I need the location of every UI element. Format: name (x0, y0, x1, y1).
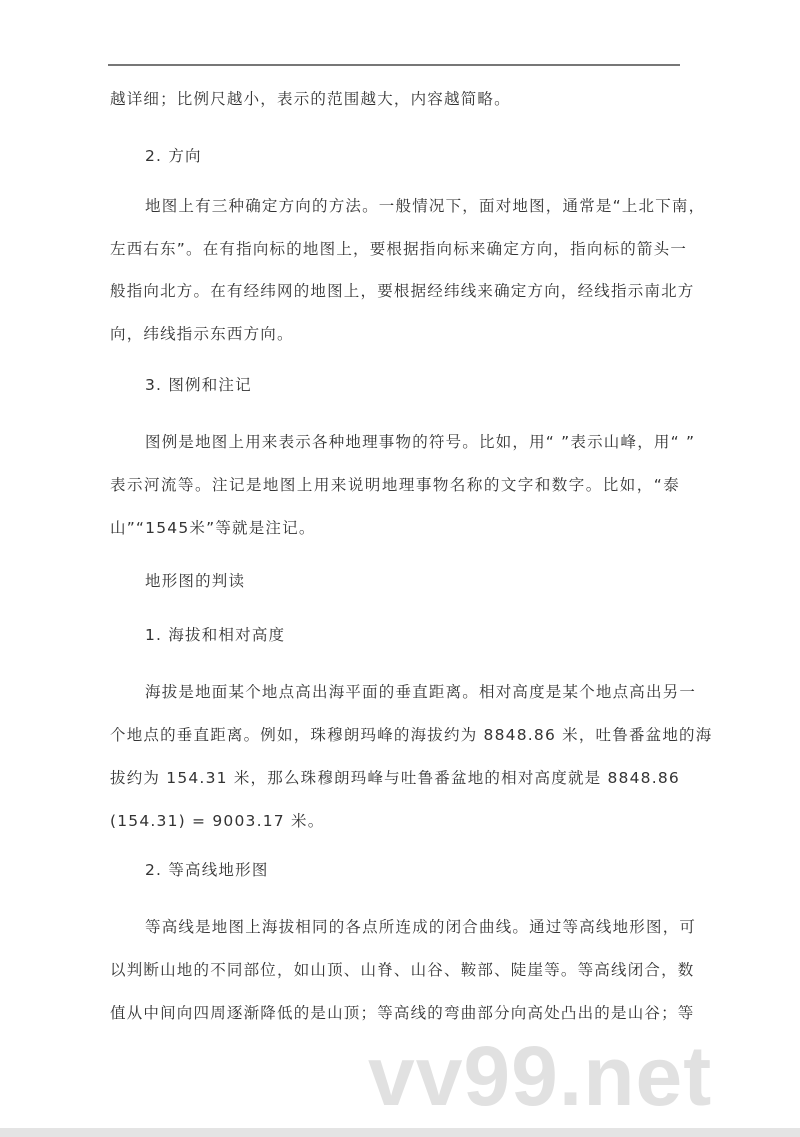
paragraph-line: 值从中间向四周逐渐降低的是山顶；等高线的弯曲部分向高处凸出的是山谷；等 (110, 1004, 695, 1022)
paragraph-line: (154.31) = 9003.17 米。 (110, 812, 325, 830)
paragraph-line: 左西右东”。在有指向标的地图上，要根据指向标来确定方向，指向标的箭头一 (110, 240, 688, 258)
section-heading: 1. 海拔和相对高度 (145, 626, 286, 644)
paragraph-line: 山”“1545米”等就是注记。 (110, 519, 316, 537)
watermark: vv99.net (368, 1029, 713, 1123)
paragraph-line: 等高线是地图上海拔相同的各点所连成的闭合曲线。通过等高线地形图，可 (145, 918, 697, 936)
paragraph-line: 表示河流等。注记是地图上用来说明地理事物名称的文字和数字。比如，“泰 (110, 476, 680, 494)
section-heading: 3. 图例和注记 (145, 376, 252, 394)
paragraph-line: 海拔是地面某个地点高出海平面的垂直距离。相对高度是某个地点高出另一 (145, 683, 697, 701)
page-bottom-edge (0, 1128, 800, 1137)
section-heading: 地形图的判读 (145, 572, 246, 590)
paragraph-line: 图例是地图上用来表示各种地理事物的符号。比如，用“ ”表示山峰，用“ ” (145, 433, 696, 451)
section-heading: 2. 方向 (145, 147, 202, 165)
header-rule (108, 64, 680, 66)
section-heading: 2. 等高线地形图 (145, 861, 269, 879)
paragraph-line: 个地点的垂直距离。例如，珠穆朗玛峰的海拔约为 8848.86 米，吐鲁番盆地的海 (110, 726, 713, 744)
paragraph-line: 越详细；比例尺越小，表示的范围越大，内容越简略。 (110, 90, 511, 108)
paragraph-line: 以判断山地的不同部位，如山顶、山脊、山谷、鞍部、陡崖等。等高线闭合，数 (110, 961, 695, 979)
paragraph-line: 向，纬线指示东西方向。 (110, 325, 294, 343)
paragraph-line: 拔约为 154.31 米，那么珠穆朗玛峰与吐鲁番盆地的相对高度就是 8848.86 (110, 769, 680, 787)
paragraph-line: 般指向北方。在有经纬网的地图上，要根据经纬线来确定方向，经线指示南北方 (110, 282, 695, 300)
paragraph-line: 地图上有三种确定方向的方法。一般情况下，面对地图，通常是“上北下南， (145, 197, 706, 215)
